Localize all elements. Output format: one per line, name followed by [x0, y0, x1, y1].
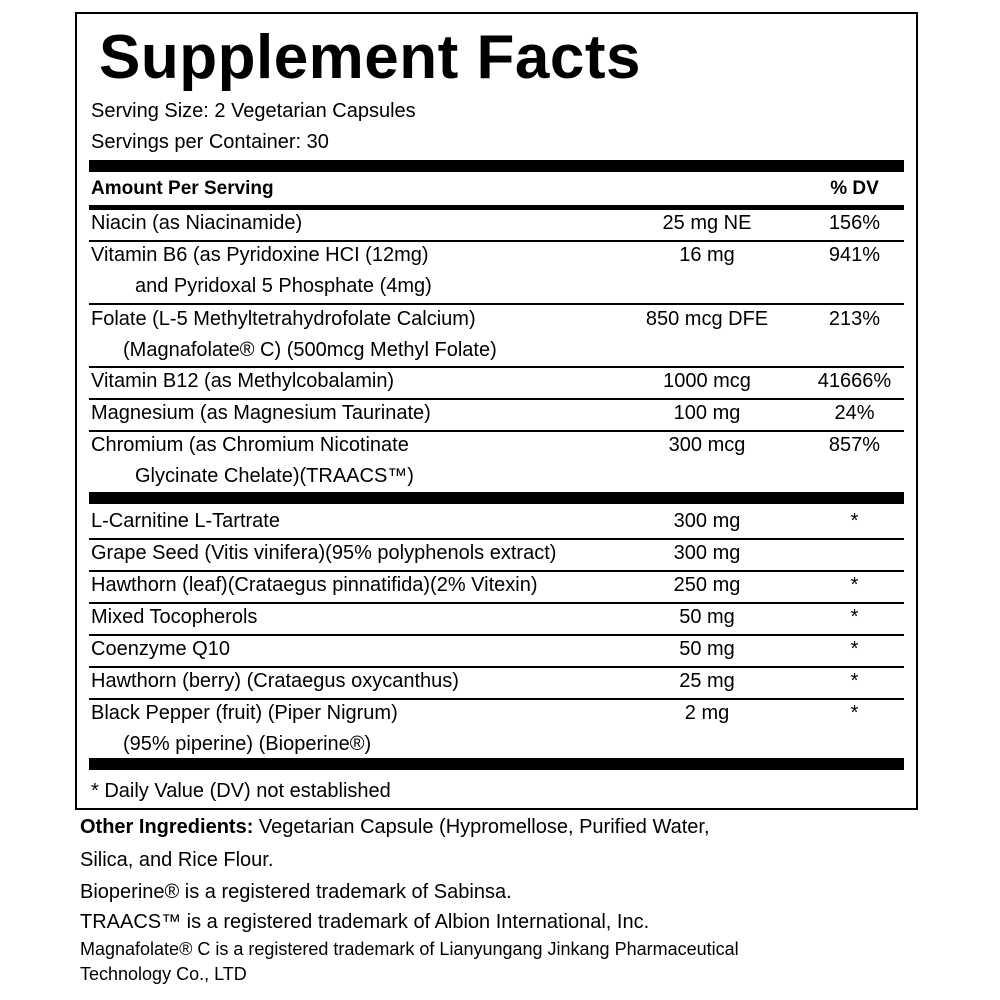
row-name-continued: (Magnafolate® C) (500mcg Methyl Folate)	[123, 339, 497, 361]
other-ingredients-label: Other Ingredients:	[80, 816, 254, 838]
row-name: Grape Seed (Vitis vinifera)(95% polyphenols extract)	[91, 542, 557, 564]
serving-size: Serving Size: 2 Vegetarian Capsules	[91, 100, 416, 122]
row-name: Coenzyme Q10	[91, 638, 230, 660]
other-ingredients-text: Vegetarian Capsule (Hypromellose, Purified Water,	[253, 816, 710, 838]
row-divider	[89, 634, 904, 636]
row-amount: 25 mg	[679, 670, 735, 692]
row-amount: 50 mg	[679, 606, 735, 628]
row-dv: *	[850, 638, 859, 660]
row-name: Vitamin B12 (as Methylcobalamin)	[91, 370, 395, 392]
row-divider	[89, 430, 904, 432]
thick-divider	[89, 758, 904, 770]
row-divider	[89, 366, 904, 368]
trademark-magnafolate-2: Technology Co., LTD	[80, 964, 247, 984]
row-name-continued: and Pyridoxal 5 Phosphate (4mg)	[135, 275, 432, 297]
row-dv: 24%	[834, 402, 875, 424]
row-name: Black Pepper (fruit) (Piper Nigrum)	[91, 702, 398, 724]
header-dv: % DV	[830, 178, 879, 199]
row-divider	[89, 303, 904, 305]
row-name: Folate (L-5 Methyltetrahydrofolate Calcium)	[91, 308, 476, 330]
row-name-continued: (95% piperine) (Bioperine®)	[123, 733, 372, 755]
row-dv: 941%	[828, 244, 881, 266]
row-amount: 2 mg	[684, 702, 730, 724]
thick-divider	[89, 492, 904, 504]
thick-divider	[89, 160, 904, 172]
row-dv: 156%	[828, 212, 881, 234]
row-divider	[89, 538, 904, 540]
row-divider	[89, 570, 904, 572]
row-amount: 850 mcg DFE	[645, 308, 769, 330]
footnote: * Daily Value (DV) not established	[91, 780, 391, 802]
row-name: Hawthorn (leaf)(Crataegus pinnatifida)(2% Vitexin)	[91, 574, 538, 596]
other-ingredients	[80, 816, 710, 839]
row-amount: 25 mg NE	[662, 212, 752, 234]
row-dv: 41666%	[817, 370, 892, 392]
row-name: Magnesium (as Magnesium Taurinate)	[91, 402, 431, 424]
row-name: Niacin (as Niacinamide)	[91, 212, 303, 234]
row-name: Hawthorn (berry) (Crataegus oxycanthus)	[91, 670, 459, 692]
row-name: Chromium (as Chromium Nicotinate	[91, 434, 409, 456]
row-dv: *	[850, 574, 859, 596]
row-amount: 300 mg	[673, 542, 741, 564]
row-dv: *	[850, 702, 859, 724]
row-name: Mixed Tocopherols	[91, 606, 258, 628]
trademark-bioperine: Bioperine® is a registered trademark of Sabinsa.	[80, 881, 512, 903]
trademark-magnafolate: Magnafolate® C is a registered trademark of Lianyungang Jinkang Pharmaceutical	[80, 939, 739, 959]
header-amount-per-serving: Amount Per Serving	[91, 178, 274, 199]
row-amount: 50 mg	[679, 638, 735, 660]
row-dv: *	[850, 670, 859, 692]
row-divider	[89, 698, 904, 700]
supplement-facts-panel	[75, 12, 918, 810]
row-name: L-Carnitine L-Tartrate	[91, 510, 280, 532]
panel-title: Supplement Facts	[99, 23, 641, 92]
row-dv: *	[850, 510, 859, 532]
row-amount: 300 mcg	[668, 434, 746, 456]
row-name-continued: Glycinate Chelate)(TRAACS™)	[135, 465, 414, 487]
row-divider	[89, 666, 904, 668]
row-dv: 857%	[828, 434, 881, 456]
row-name: Vitamin B6 (as Pyridoxine HCI (12mg)	[91, 244, 429, 266]
row-amount: 300 mg	[673, 510, 741, 532]
trademark-traacs: TRAACS™ is a registered trademark of Albion International, Inc.	[80, 911, 650, 933]
row-amount: 16 mg	[679, 244, 735, 266]
row-amount: 100 mg	[673, 402, 741, 424]
row-divider	[89, 602, 904, 604]
row-divider	[89, 398, 904, 400]
row-amount: 250 mg	[673, 574, 741, 596]
row-divider	[89, 240, 904, 242]
row-dv: *	[850, 606, 859, 628]
medium-divider	[89, 205, 904, 210]
other-ingredients-text-2: Silica, and Rice Flour.	[80, 849, 274, 871]
servings-per-container: Servings per Container: 30	[91, 131, 329, 153]
row-dv: 213%	[828, 308, 881, 330]
row-amount: 1000 mcg	[663, 370, 751, 392]
